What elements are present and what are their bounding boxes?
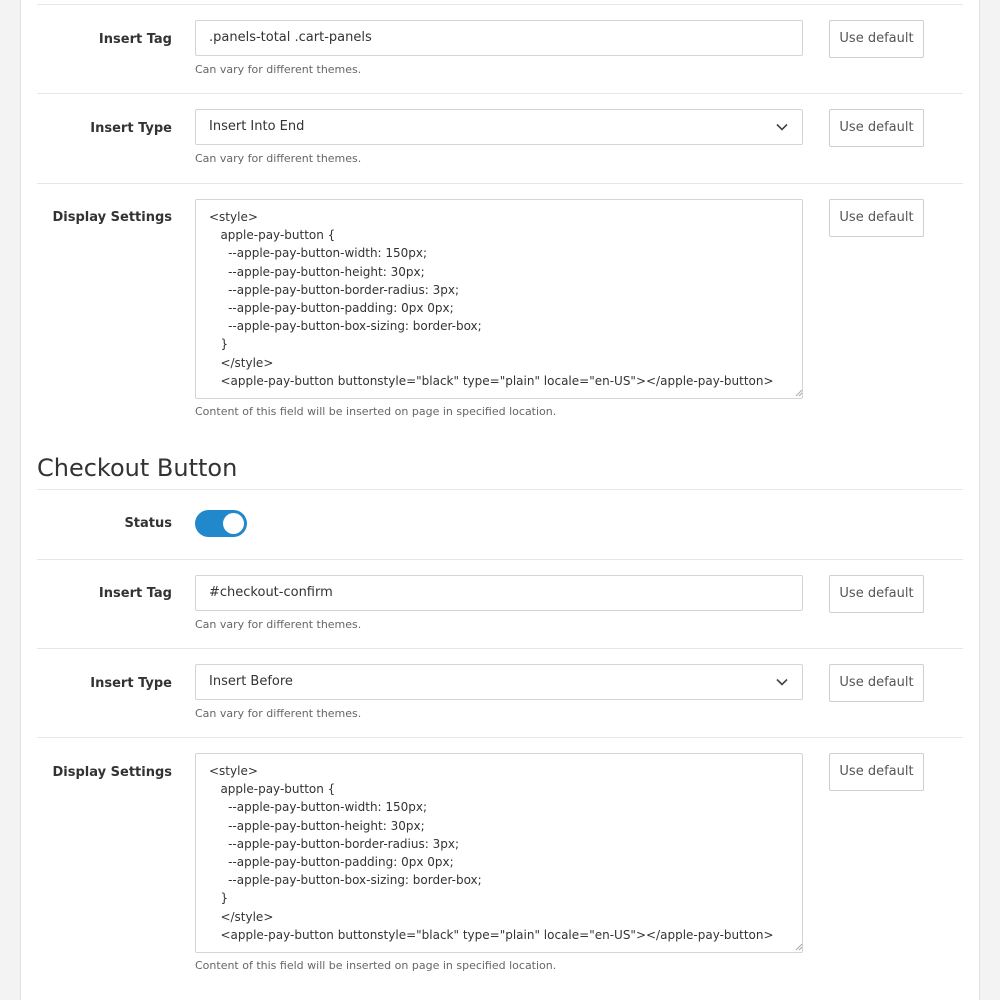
chevron-down-icon [776, 676, 788, 688]
checkout-insert-tag-label: Insert Tag [98, 586, 172, 601]
cart-display-settings-row [37, 184, 963, 434]
checkout-insert-type-label: Insert Type [90, 676, 172, 691]
checkout-display-settings-use-default-button[interactable]: Use default [829, 753, 924, 791]
cart-insert-type-hint: Can vary for different themes. [195, 152, 362, 165]
cart-insert-tag-hint: Can vary for different themes. [195, 63, 362, 76]
cart-insert-type-row [37, 94, 963, 184]
cart-display-settings-use-default-button[interactable]: Use default [829, 199, 924, 237]
checkout-insert-tag-input[interactable]: #checkout-confirm [195, 575, 803, 611]
checkout-insert-type-row [37, 649, 963, 738]
settings-panel [20, 0, 980, 1000]
checkout-insert-tag-row [37, 560, 963, 649]
cart-insert-tag-row [37, 5, 963, 94]
checkout-display-settings-row [37, 738, 963, 988]
checkout-insert-tag-use-default-button[interactable]: Use default [829, 575, 924, 613]
checkout-display-settings-hint: Content of this field will be inserted on page in specified location. [195, 959, 557, 972]
resize-handle-icon[interactable] [795, 389, 803, 397]
cart-insert-type-selected-value: Insert Into End [209, 119, 305, 134]
cart-insert-type-label: Insert Type [90, 121, 172, 136]
checkout-insert-type-select[interactable] [195, 664, 803, 700]
cart-display-settings-label: Display Settings [52, 210, 172, 225]
checkout-status-label: Status [124, 516, 172, 531]
checkout-button-section-title: Checkout Button [37, 454, 238, 482]
checkout-insert-tag-hint: Can vary for different themes. [195, 618, 362, 631]
checkout-display-settings-label: Display Settings [52, 765, 172, 780]
toggle-knob [223, 513, 244, 534]
cart-insert-tag-use-default-button[interactable]: Use default [829, 20, 924, 58]
checkout-insert-type-selected-value: Insert Before [209, 674, 293, 689]
checkout-display-settings-textarea[interactable]: <style> apple-pay-button { --apple-pay-button-width: 150px; --apple-pay-button-height: 30px; --apple-pay-button-border-radius: 3px; --apple-pay-button-padding: 0px 0px; --apple-pay-button-box-sizing: border-box; } </style> <apple-pay-button buttonstyle="black" type="plain" locale="en-US"></apple-pay-button> [195, 753, 803, 953]
checkout-insert-type-use-default-button[interactable]: Use default [829, 664, 924, 702]
cart-insert-type-select[interactable] [195, 109, 803, 145]
cart-display-settings-hint: Content of this field will be inserted on page in specified location. [195, 405, 557, 418]
checkout-status-toggle[interactable] [195, 510, 247, 537]
chevron-down-icon [776, 121, 788, 133]
resize-handle-icon[interactable] [795, 943, 803, 951]
cart-display-settings-textarea[interactable]: <style> apple-pay-button { --apple-pay-button-width: 150px; --apple-pay-button-height: 30px; --apple-pay-button-border-radius: 3px; --apple-pay-button-padding: 0px 0px; --apple-pay-button-box-sizing: border-box; } </style> <apple-pay-button buttonstyle="black" type="plain" locale="en-US"></apple-pay-button> [195, 199, 803, 399]
checkout-status-row [37, 490, 963, 560]
cart-insert-tag-input[interactable]: .panels-total .cart-panels [195, 20, 803, 56]
checkout-insert-type-hint: Can vary for different themes. [195, 707, 362, 720]
cart-insert-tag-label: Insert Tag [98, 32, 172, 47]
cart-insert-type-use-default-button[interactable]: Use default [829, 109, 924, 147]
